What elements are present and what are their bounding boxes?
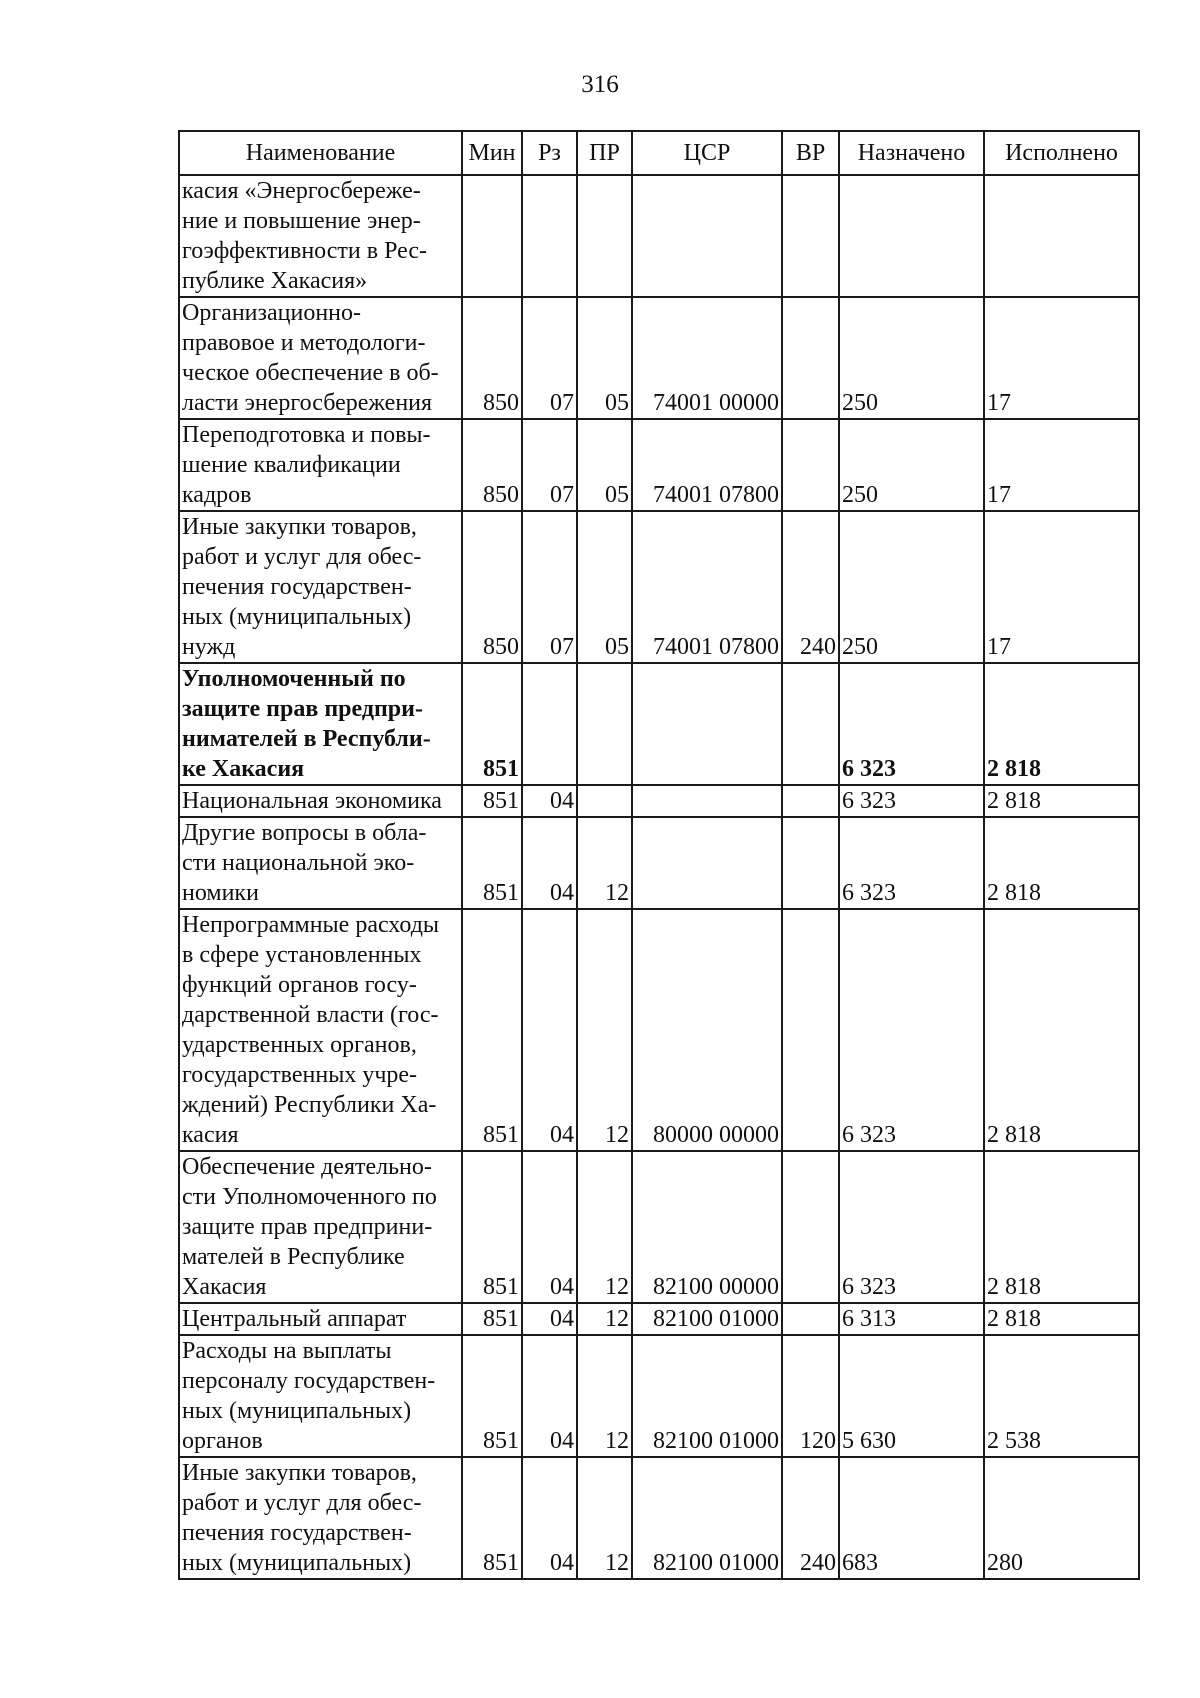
cell-name-line: Непрограммные расходы — [182, 912, 440, 938]
cell-name — [179, 297, 462, 419]
cell-vr: 240 — [782, 511, 839, 663]
cell-pr — [577, 785, 632, 817]
cell-csr: 82100 01000 — [632, 1457, 782, 1579]
cell-name-line: нужд — [182, 634, 236, 660]
cell-name-line: касия «Энергосбереже- — [182, 178, 421, 204]
cell-executed: 17 — [984, 419, 1139, 511]
cell-name-line: касия — [182, 1122, 239, 1148]
cell-vr — [782, 175, 839, 297]
cell-min: 851 — [462, 817, 522, 909]
table-row — [179, 817, 1139, 909]
cell-min: 850 — [462, 511, 522, 663]
cell-min: 850 — [462, 419, 522, 511]
cell-name-line: ческое обеспечение в об- — [182, 360, 439, 386]
cell-rz: 04 — [522, 909, 577, 1151]
cell-planned: 6 323 — [839, 785, 984, 817]
cell-name-line: Иные закупки товаров, — [182, 514, 417, 540]
cell-name-line: Другие вопросы в обла- — [182, 820, 427, 846]
cell-name-line: гоэффективности в Рес- — [182, 238, 428, 264]
cell-rz: 04 — [522, 1457, 577, 1579]
table-row — [179, 1303, 1139, 1335]
cell-name-line: печения государствен- — [182, 574, 412, 600]
cell-name-line: шение квалификации — [182, 452, 401, 478]
cell-min — [462, 175, 522, 297]
cell-rz: 07 — [522, 419, 577, 511]
column-header-pr: ПР — [577, 131, 632, 175]
cell-name-line: ударственных органов, — [182, 1032, 417, 1058]
cell-name-line: публике Хакасия» — [182, 268, 368, 294]
cell-name-line: ке Хакасия — [182, 756, 305, 782]
cell-min: 851 — [462, 663, 522, 785]
cell-name-line: Хакасия — [182, 1274, 267, 1300]
cell-name — [179, 419, 462, 511]
cell-name-line: функций органов госу- — [182, 972, 417, 998]
cell-name — [179, 817, 462, 909]
cell-name — [179, 1335, 462, 1457]
cell-name — [179, 511, 462, 663]
cell-rz: 04 — [522, 817, 577, 909]
table-row — [179, 663, 1139, 785]
cell-csr: 74001 07800 — [632, 511, 782, 663]
cell-vr — [782, 1151, 839, 1303]
cell-vr — [782, 1303, 839, 1335]
cell-executed: 2 818 — [984, 1303, 1139, 1335]
cell-min: 851 — [462, 909, 522, 1151]
cell-executed: 2 818 — [984, 817, 1139, 909]
cell-vr: 240 — [782, 1457, 839, 1579]
cell-name-line: Центральный аппарат — [182, 1306, 407, 1332]
cell-pr: 12 — [577, 817, 632, 909]
column-header-min: Мин — [462, 131, 522, 175]
cell-name-line: ных (муниципальных) — [182, 604, 412, 630]
cell-csr: 74001 00000 — [632, 297, 782, 419]
cell-name — [179, 175, 462, 297]
cell-vr — [782, 785, 839, 817]
cell-rz: 07 — [522, 511, 577, 663]
cell-name-line: в сфере установленных — [182, 942, 422, 968]
cell-rz: 04 — [522, 1303, 577, 1335]
cell-executed: 280 — [984, 1457, 1139, 1579]
cell-name-line: печения государствен- — [182, 1520, 412, 1546]
table-row — [179, 175, 1139, 297]
cell-planned: 250 — [839, 511, 984, 663]
cell-pr: 12 — [577, 1457, 632, 1579]
cell-name-line: ждений) Республики Ха- — [182, 1092, 437, 1118]
cell-name-line: нимателей в Республи- — [182, 726, 431, 752]
table-row — [179, 909, 1139, 1151]
cell-planned: 6 323 — [839, 909, 984, 1151]
cell-name-line: Национальная экономика — [182, 788, 442, 814]
cell-pr: 05 — [577, 511, 632, 663]
column-header-rz: Рз — [522, 131, 577, 175]
cell-name-line: Расходы на выплаты — [182, 1338, 392, 1364]
cell-vr — [782, 909, 839, 1151]
cell-name-line: персоналу государствен- — [182, 1368, 436, 1394]
cell-pr: 12 — [577, 909, 632, 1151]
cell-vr — [782, 663, 839, 785]
cell-executed: 17 — [984, 297, 1139, 419]
cell-min: 850 — [462, 297, 522, 419]
cell-rz: 04 — [522, 785, 577, 817]
cell-planned: 6 323 — [839, 817, 984, 909]
cell-name-line: государственных учре- — [182, 1062, 418, 1088]
cell-name-line: кадров — [182, 482, 252, 508]
cell-pr: 05 — [577, 419, 632, 511]
cell-name-line: защите прав предпри- — [182, 696, 423, 722]
cell-planned: 6 323 — [839, 663, 984, 785]
cell-name-line: мателей в Республике — [182, 1244, 405, 1270]
table-row — [179, 511, 1139, 663]
column-header-planned: Назначено — [839, 131, 984, 175]
cell-planned: 250 — [839, 419, 984, 511]
cell-name-line: Иные закупки товаров, — [182, 1460, 417, 1486]
cell-min: 851 — [462, 1457, 522, 1579]
cell-pr — [577, 175, 632, 297]
cell-name — [179, 663, 462, 785]
column-header-vr: ВР — [782, 131, 839, 175]
cell-name-line: ных (муниципальных) — [182, 1550, 412, 1576]
cell-executed: 2 818 — [984, 785, 1139, 817]
cell-name-line: работ и услуг для обес- — [182, 544, 422, 570]
cell-executed: 17 — [984, 511, 1139, 663]
cell-planned: 683 — [839, 1457, 984, 1579]
cell-name — [179, 1303, 462, 1335]
cell-pr: 12 — [577, 1335, 632, 1457]
cell-planned — [839, 175, 984, 297]
cell-name — [179, 1457, 462, 1579]
cell-csr: 74001 07800 — [632, 419, 782, 511]
cell-executed: 2 538 — [984, 1335, 1139, 1457]
cell-name-line: органов — [182, 1428, 263, 1454]
cell-planned: 6 313 — [839, 1303, 984, 1335]
cell-csr: 82100 00000 — [632, 1151, 782, 1303]
cell-planned: 250 — [839, 297, 984, 419]
cell-rz: 07 — [522, 297, 577, 419]
cell-name — [179, 785, 462, 817]
cell-name — [179, 909, 462, 1151]
table-body — [179, 175, 1139, 1579]
table-row — [179, 785, 1139, 817]
cell-rz — [522, 175, 577, 297]
cell-planned: 6 323 — [839, 1151, 984, 1303]
cell-name — [179, 1151, 462, 1303]
cell-name-line: работ и услуг для обес- — [182, 1490, 422, 1516]
cell-min: 851 — [462, 785, 522, 817]
cell-csr: 80000 00000 — [632, 909, 782, 1151]
cell-csr — [632, 785, 782, 817]
cell-pr: 12 — [577, 1151, 632, 1303]
cell-planned: 5 630 — [839, 1335, 984, 1457]
cell-name-line: ние и повышение энер- — [182, 208, 421, 234]
column-header-name: Наименование — [179, 131, 462, 175]
table-row — [179, 297, 1139, 419]
cell-name-line: защите прав предприни- — [182, 1214, 433, 1240]
cell-pr: 05 — [577, 297, 632, 419]
cell-executed: 2 818 — [984, 663, 1139, 785]
cell-csr — [632, 817, 782, 909]
table-header-row — [179, 131, 1139, 175]
cell-rz — [522, 663, 577, 785]
cell-csr: 82100 01000 — [632, 1335, 782, 1457]
cell-name-line: Переподготовка и повы- — [182, 422, 431, 448]
cell-vr — [782, 419, 839, 511]
column-header-executed: Исполнено — [984, 131, 1139, 175]
cell-name-line: сти Уполномоченного по — [182, 1184, 437, 1210]
cell-executed — [984, 175, 1139, 297]
cell-name-line: номики — [182, 880, 259, 906]
cell-name-line: Организационно- — [182, 300, 362, 326]
table-row — [179, 1335, 1139, 1457]
cell-min: 851 — [462, 1335, 522, 1457]
cell-pr: 12 — [577, 1303, 632, 1335]
cell-name-line: дарственной власти (гос- — [182, 1002, 439, 1028]
cell-csr — [632, 175, 782, 297]
page-number: 316 — [581, 71, 619, 98]
table-row — [179, 419, 1139, 511]
budget-table — [178, 130, 1140, 1580]
cell-csr — [632, 663, 782, 785]
cell-executed: 2 818 — [984, 1151, 1139, 1303]
table-row — [179, 1151, 1139, 1303]
cell-pr — [577, 663, 632, 785]
cell-vr: 120 — [782, 1335, 839, 1457]
cell-name-line: Уполномоченный по — [182, 666, 406, 692]
cell-rz: 04 — [522, 1151, 577, 1303]
column-header-csr: ЦСР — [632, 131, 782, 175]
cell-name-line: Обеспечение деятельно- — [182, 1154, 432, 1180]
table-row — [179, 1457, 1139, 1579]
cell-csr: 82100 01000 — [632, 1303, 782, 1335]
cell-name-line: сти национальной эко- — [182, 850, 415, 876]
cell-min: 851 — [462, 1151, 522, 1303]
cell-name-line: ных (муниципальных) — [182, 1398, 412, 1424]
cell-rz: 04 — [522, 1335, 577, 1457]
cell-executed: 2 818 — [984, 909, 1139, 1151]
cell-name-line: правовое и методологи- — [182, 330, 426, 356]
cell-min: 851 — [462, 1303, 522, 1335]
cell-vr — [782, 297, 839, 419]
cell-vr — [782, 817, 839, 909]
cell-name-line: ласти энергосбережения — [182, 390, 433, 416]
